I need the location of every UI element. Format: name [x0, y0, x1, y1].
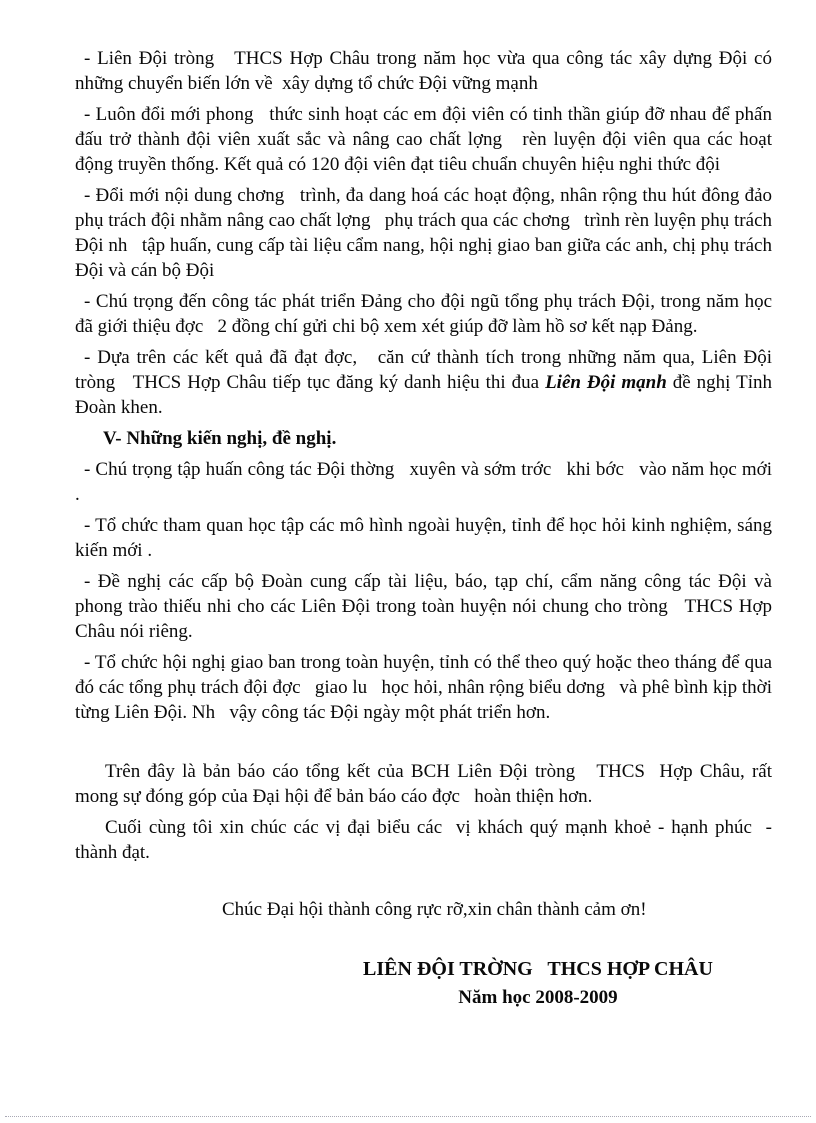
paragraph-phat-trien-dang: - Chú trọng đến công tác phát triển Đảng cho đội ngũ tổng phụ trách Đội, trong năm học đã giới thiệu đợc 2 đồng chí gửi chi bộ xem xét giúp đỡ làm hồ sơ kết nạp Đảng.	[75, 291, 772, 337]
signature-block	[343, 956, 733, 1010]
paragraph-doi-moi-phong-thuc: - Luôn đổi mới phong thức sinh hoạt các em đội viên có tinh thần giúp đỡ nhau để phấn đấu trở thành đội viên xuất sắc và nâng cao chất lợng rèn luyện đội viên qua các hoạt động truyền thống. Kết quả có 120 đội viên đạt tiêu chuẩn chuyên hiệu nghi thức đội	[75, 104, 772, 175]
paragraph-lien-doi-truong: - Liên Đội tròng THCS Hợp Châu trong năm học vừa qua công tác xây dựng Đội có những chuyển biến lớn về xây dựng tổ chức Đội vững mạnh	[75, 48, 772, 94]
paragraph-text: - Dựa trên các kết quả đã đạt đợc, căn cứ thành tích trong những năm qua, Liên Đội tròng THCS Hợp Châu tiếp tục đăng ký danh hiệu thi đua	[75, 347, 772, 393]
emphasis-lien-doi-manh: Liên Đội mạnh	[545, 372, 667, 393]
paragraph-doi-moi-noi-dung: - Đổi mới nội dung chơng trình, đa dang hoá các hoạt động, nhân rộng thu hút đông đảo phụ trách đội nhằm nâng cao chất lợng phụ trách qua các chơng trình rèn luyện phụ trách Đội nh tập huấn, cung cấp tài liệu cẩm nang, hội nghị giao ban giữa các anh, chị phụ trách Đội và cán bộ Đội	[75, 185, 772, 281]
signature-school-year: Năm học 2008-2009	[458, 987, 618, 1008]
page-bottom-divider	[5, 1116, 811, 1117]
paragraph-hoi-nghi-giao-ban: - Tổ chức hội nghị giao ban trong toàn huyện, tỉnh có thể theo quý hoặc theo tháng để qua đó các tổng phụ trách đội đợc giao lu học hỏi, nhân rộng biểu dơng và phê bình kịp thời từng Liên Đội. Nh vậy công tác Đội ngày một phát triển hơn.	[75, 652, 772, 723]
paragraph-ket-luan: Trên đây là bản báo cáo tổng kết của BCH Liên Đội tròng THCS Hợp Châu, rất mong sự đóng góp của Đại hội để bản báo cáo đợc hoàn thiện hơn.	[75, 761, 772, 807]
closing-wish: Chúc Đại hội thành công rực rỡ,xin chân thành cảm ơn!	[222, 899, 647, 920]
paragraph-dang-ky-thi-dua	[75, 345, 772, 420]
paragraph-de-nghi-cap-bo-doan: - Đề nghị các cấp bộ Đoàn cung cấp tài liệu, báo, tạp chí, cẩm năng công tác Đội và phong trào thiếu nhi cho các Liên Đội trong toàn huyện nói chung cho tròng THCS Hợp Châu nói riêng.	[75, 571, 772, 642]
paragraph-tap-huan: - Chú trọng tập huấn công tác Đội thờng xuyên và sớm trớc khi bớc vào năm học mới .	[75, 459, 772, 505]
section-heading-v: V- Những kiến nghị, đề nghị.	[103, 428, 337, 449]
signature-organization: LIÊN ĐỘI TRỜNG THCS HỢP CHÂU	[363, 958, 713, 980]
paragraph-tham-quan: - Tổ chức tham quan học tập các mô hình ngoài huyện, tỉnh để học hỏi kinh nghiệm, sáng kiến mới .	[75, 515, 772, 561]
paragraph-chuc-dai-bieu: Cuối cùng tôi xin chúc các vị đại biểu các vị khách quý mạnh khoẻ - hạnh phúc - thành đạt.	[75, 817, 772, 863]
paragraph-text: đề nghị Tỉnh Đoàn khen.	[75, 372, 772, 418]
